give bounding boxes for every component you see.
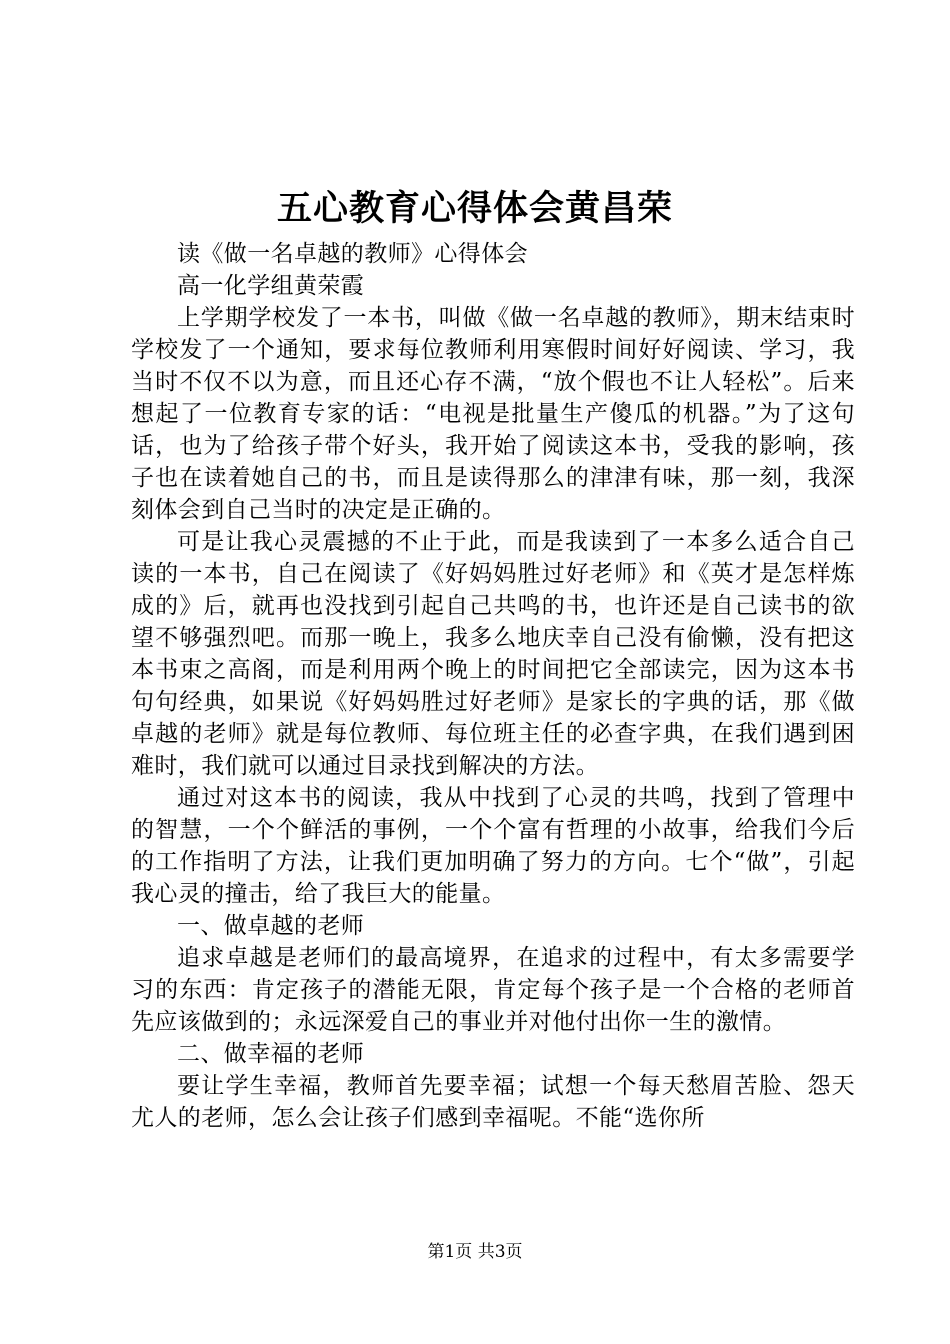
document-body — [131, 238, 855, 1134]
paragraph: 通过对这本书的阅读，我从中找到了心灵的共鸣，找到了管理中的智慧，一个个鲜活的事例，一个个富有哲理的小故事，给我们今后的工作指明了方法，让我们更加明确了努力的方向。七个“做”，引起我心灵的撞击，给了我巨大的能量。 — [131, 785, 855, 907]
subtitle-line: 读《做一名卓越的教师》心得体会 — [177, 241, 528, 267]
author-line: 高一化学组黄荣霞 — [177, 273, 365, 299]
page-footer: 第1页 共3页 — [427, 1242, 523, 1262]
section-heading: 二、做幸福的老师 — [177, 1041, 365, 1067]
paragraph: 上学期学校发了一本书，叫做《做一名卓越的教师》，期末结束时学校发了一个通知，要求每位教师利用寒假时间好好阅读、学习，我当时不仅不以为意，而且还心存不满，“放个假也不让人轻松”。后来想起了一位教育专家的话：“电视是批量生产傻瓜的机器。”为了这句话，也为了给孩子带个好头，我开始了阅读这本书，受我的影响，孩子也在读着她自己的书，而且是读得那么的津津有味，那一刻，我深刻体会到自己当时的决定是正确的。 — [131, 305, 855, 523]
section-heading: 一、做卓越的老师 — [177, 913, 365, 939]
document-title: 五心教育心得体会黄昌荣 — [276, 188, 673, 229]
paragraph: 追求卓越是老师们的最高境界，在追求的过程中，有太多需要学习的东西：肯定孩子的潜能无限，肯定每个孩子是一个合格的老师首先应该做到的；永远深爱自己的事业并对他付出你一生的激情。 — [131, 945, 855, 1035]
paragraph: 可是让我心灵震撼的不止于此，而是我读到了一本多么适合自己读的一本书，自己在阅读了《好妈妈胜过好老师》和《英才是怎样炼成的》后，就再也没找到引起自己共鸣的书，也许还是自己读书的欲望不够强烈吧。而那一晚上，我多么地庆幸自己没有偷懒，没有把这本书束之高阁，而是利用两个晚上的时间把它全部读完，因为这本书句句经典，如果说《好妈妈胜过好老师》是家长的字典的话，那《做卓越的老师》就是每位教师、每位班主任的必查字典，在我们遇到困难时，我们就可以通过目录找到解决的方法。 — [131, 529, 855, 779]
paragraph: 要让学生幸福，教师首先要幸福；试想一个每天愁眉苦脸、怨天尤人的老师，怎么会让孩子们感到幸福呢。不能“选你所 — [131, 1073, 855, 1131]
